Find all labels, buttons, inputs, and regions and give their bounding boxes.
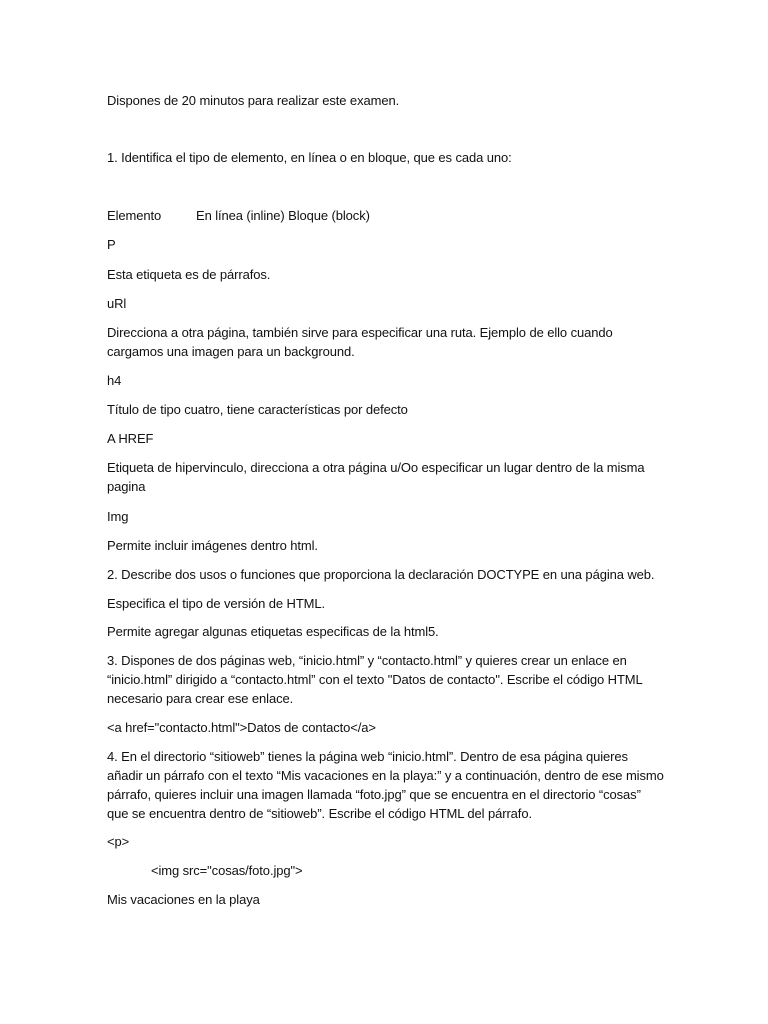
element-description: Etiqueta de hipervinculo, direcciona a otra página u/Oo especificar un lugar dentro de la misma [107,460,645,475]
answer-3-code: <a href="contacto.html">Datos de contacto</a> [107,720,376,735]
element-tag: P [107,237,116,252]
question-3: 3. Dispones de dos páginas web, “inicio.html” y “contacto.html” y quieres crear un enlace en [107,653,627,668]
element-description: pagina [107,479,146,494]
question-3: necesario para crear ese enlace. [107,691,294,706]
answer-4-code: <img src="cosas/foto.jpg"> [151,863,303,878]
element-tag: uRl [107,296,127,311]
table-header-tipos: En línea (inline) Bloque (block) [196,208,370,223]
answer-2: Permite agregar algunas etiquetas especificas de la html5. [107,624,439,639]
element-tag: A HREF [107,431,154,446]
element-description: Direcciona a otra página, también sirve para especificar una ruta. Ejemplo de ello cuando [107,325,613,340]
table-header-elemento: Elemento [107,208,162,223]
question-4: 4. En el directorio “sitioweb” tienes la página web “inicio.html”. Dentro de esa página quieres [107,749,628,764]
answer-2: Especifica el tipo de versión de HTML. [107,596,326,611]
question-4: añadir un párrafo con el texto “Mis vacaciones en la playa:” y a continuación, dentro de ese mismo [107,768,664,783]
element-description: Permite incluir imágenes dentro html. [107,538,318,553]
question-1: 1. Identifica el tipo de elemento, en línea o en bloque, que es cada uno: [107,150,512,165]
question-4: párrafo, quieres incluir una imagen llamada “foto.jpg” que se encuentra en el directorio “cosas” [107,787,641,802]
element-description: Esta etiqueta es de párrafos. [107,267,271,282]
element-tag: Img [107,509,129,524]
element-description: Título de tipo cuatro, tiene características por defecto [107,402,408,417]
answer-4-code: Mis vacaciones en la playa [107,892,260,907]
question-4: que se encuentra dentro de “sitioweb”. Escribe el código HTML del párrafo. [107,806,532,821]
element-tag: h4 [107,373,122,388]
question-3: “inicio.html” dirigido a “contacto.html” con el texto "Datos de contacto". Escribe el código HTML [107,672,643,687]
element-description: cargamos una imagen para un background. [107,344,355,359]
answer-4-code: <p> [107,834,130,849]
question-2: 2. Describe dos usos o funciones que proporciona la declaración DOCTYPE en una página web. [107,567,655,582]
exam-intro: Dispones de 20 minutos para realizar este examen. [107,93,400,108]
